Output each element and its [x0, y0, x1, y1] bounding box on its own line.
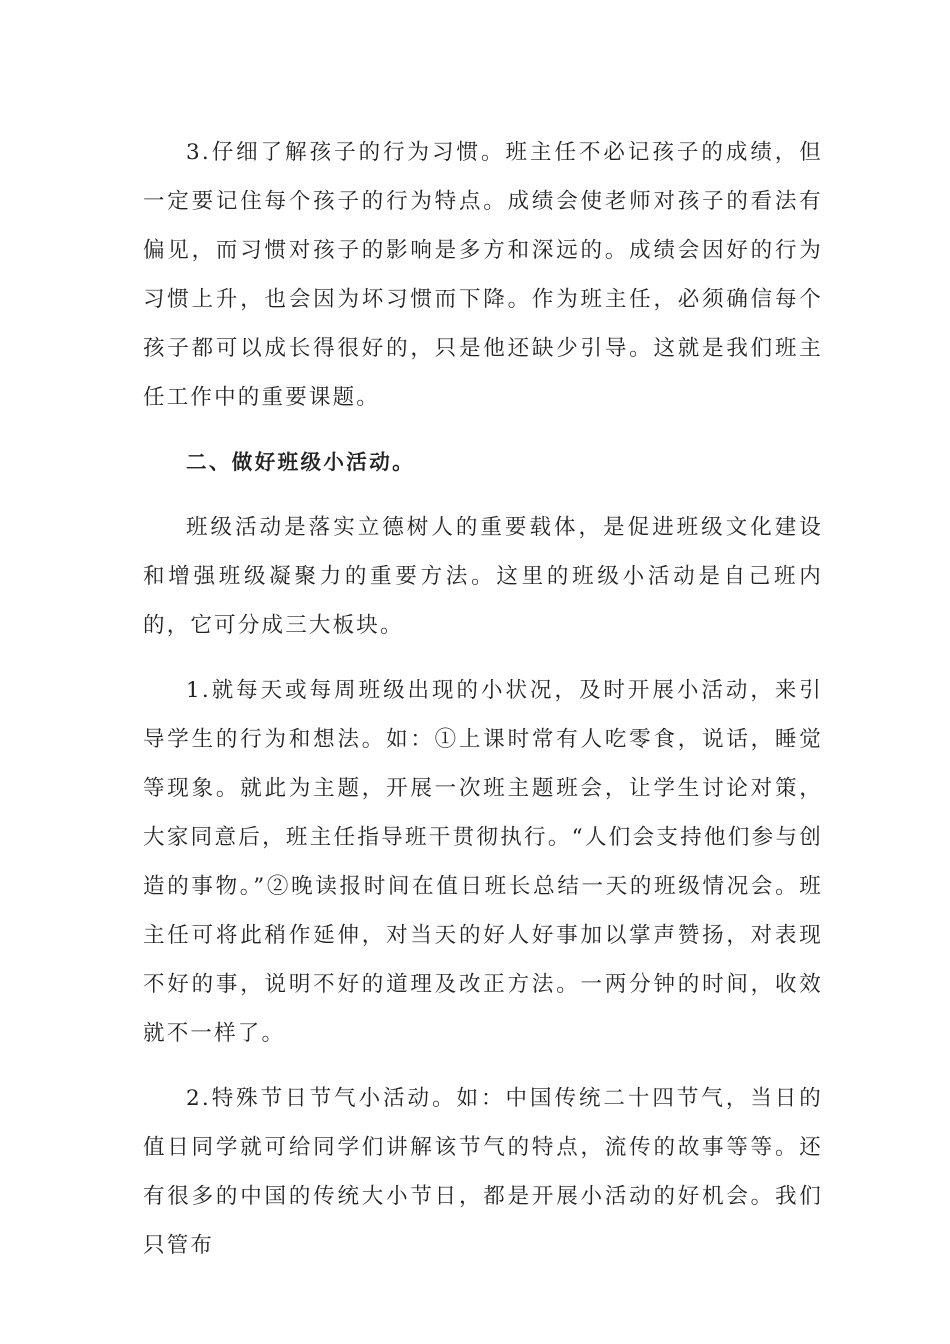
document-body [143, 128, 823, 1286]
paragraph-behavior-habits: 3.仔细了解孩子的行为习惯。班主任不必记孩子的成绩，但一定要记住每个孩子的行为特点。成绩会使老师对孩子的看法有偏见，而习惯对孩子的影响是多方和深远的。成绩会因好的行为习惯上升，也会因为坏习惯而下降。作为班主任，必须确信每个孩子都可以成长得很好的，只是他还缺少引导。这就是我们班主任工作中的重要课题。 [143, 140, 823, 410]
paragraph-daily-weekly-activities: 1.就每天或每周班级出现的小状况，及时开展小活动，来引导学生的行为和想法。如：①上课时常有人吃零食，说话，睡觉等现象。就此为主题，开展一次班主题班会，让学生讨论对策，大家同意后，班主任指导班干贯彻执行。“人们会支持他们参与创造的事物。”②晚读报时间在值日班长总结一天的班级情况会。班主任可将此稍作延伸，对当天的好人好事加以掌声赞扬，对表现不好的事，说明不好的道理及改正方法。一两分钟的时间，收效就不一样了。 [143, 678, 823, 1046]
paragraph-festival-activities: 2.特殊节日节气小活动。如：中国传统二十四节气，当日的值日同学就可给同学们讲解该节气的特点，流传的故事等等。还有很多的中国的传统大小节日，都是开展小活动的好机会。我们只管布 [143, 1086, 823, 1258]
section-heading-class-activities: 二、做好班级小活动。 [186, 450, 415, 474]
paragraph-class-activities-intro: 班级活动是落实立德树人的重要载体，是促进班级文化建设和增强班级凝聚力的重要方法。这里的班级小活动是自己班内的，它可分成三大板块。 [143, 515, 823, 638]
